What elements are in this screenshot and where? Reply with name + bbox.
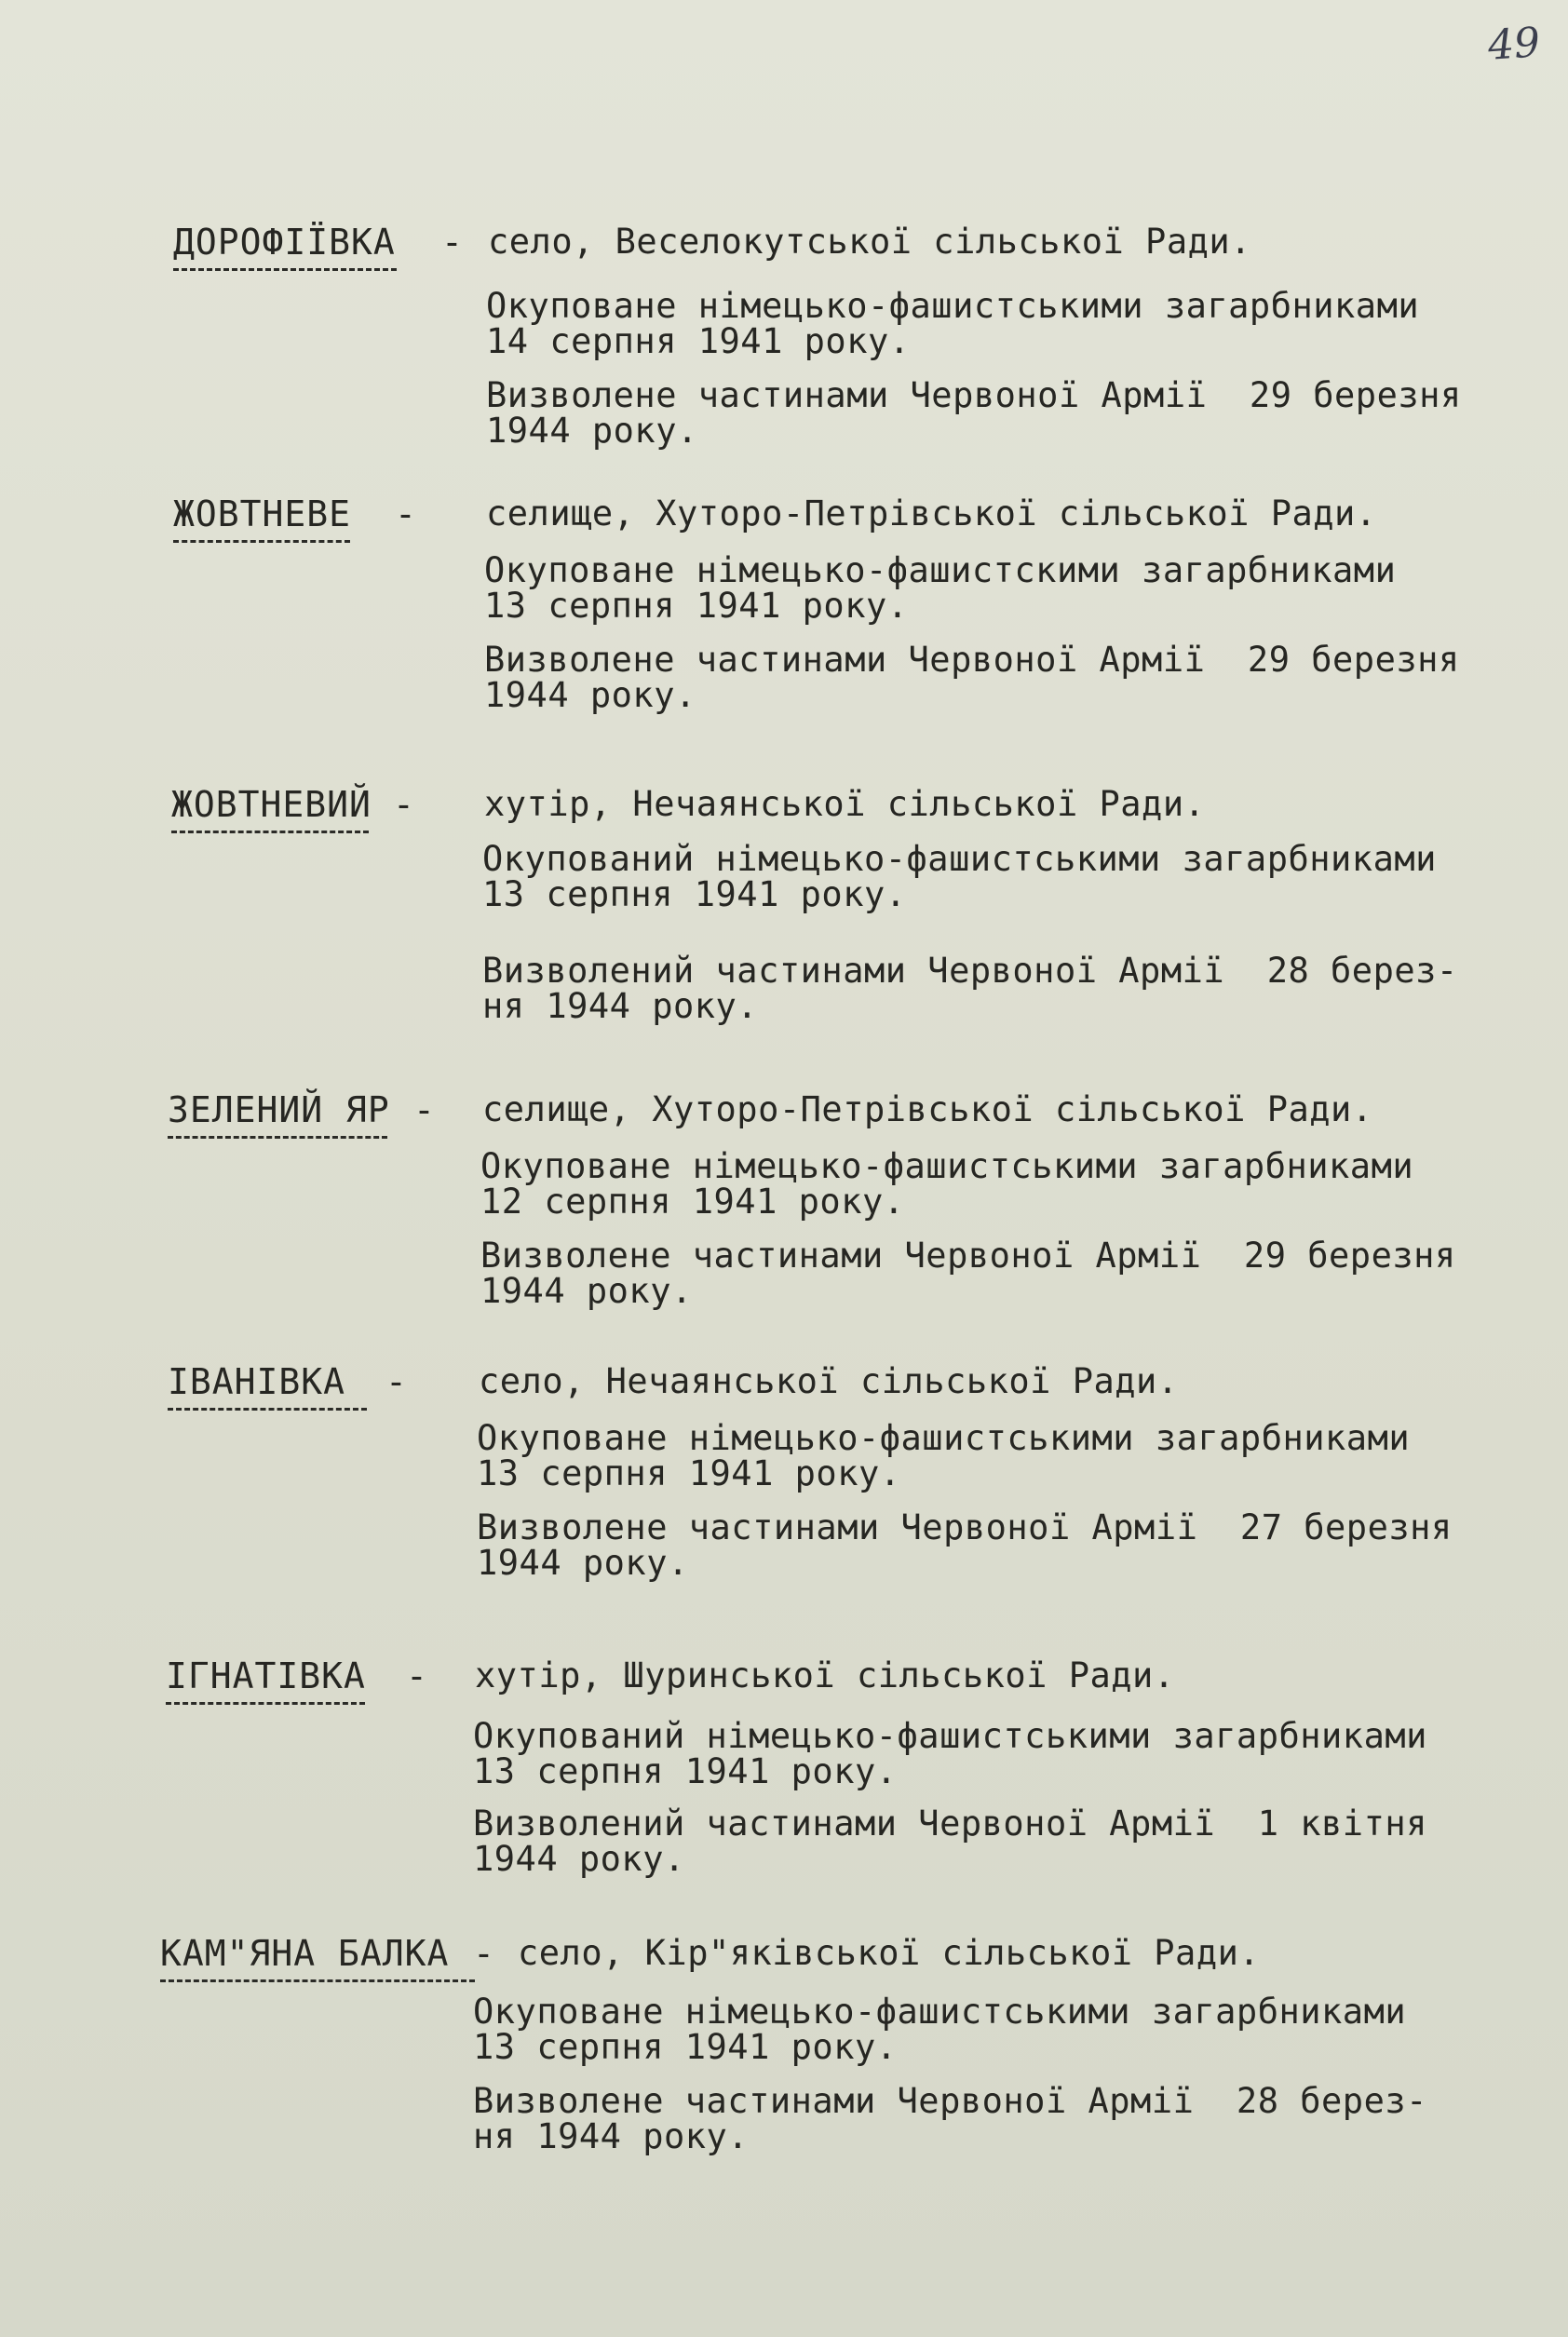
name-dash: - [395,493,416,534]
settlement-description: хутір, Нечаянської сільської Ради. [484,784,1206,824]
liberation-text: Визволене частинами Червоної Армії 27 березня 1944 року. [477,1507,1453,1583]
occupation-text: Окуповане німецько-фашистскими загарбниками 13 серпня 1941 року. [484,550,1397,626]
settlement-description: селище, Хуторо-Петрівської сільської Ради. [482,1089,1373,1129]
settlement-description: хутір, Шуринської сільської Ради. [475,1655,1175,1695]
settlement-description: селище, Хуторо-Петрівської сільської Ради. [486,493,1377,534]
place-name: ЖОВТНЕВЕ [173,493,352,534]
name-underline [173,540,350,543]
place-name: ЗЕЛЕНИЙ ЯР [168,1089,390,1130]
liberation-text: Визволене частинами Червоної Армії 28 берез- ня 1944 року. [473,2081,1427,2156]
liberation-text: Визволене частинами Червоної Армії 29 березня 1944 року. [484,640,1460,715]
name-dash: - [441,222,463,263]
settlement-description: село, Нечаянської сільської Ради. [479,1361,1179,1401]
name-dash: - [473,1933,494,1974]
name-underline [168,1408,367,1411]
occupation-text: Окуповане німецько-фашистськими загарбниками 13 серпня 1941 року. [477,1418,1411,1493]
occupation-text: Окупований німецько-фашистськими загарбниками 13 серпня 1941 року. [473,1716,1427,1791]
name-underline [168,1136,387,1139]
name-underline [160,1979,475,1982]
name-underline [173,268,397,271]
name-dash: - [413,1089,435,1130]
name-underline [166,1702,365,1705]
name-underline [171,831,369,833]
place-name: ІВАНІВКА [168,1361,346,1402]
name-dash: - [385,1361,407,1402]
name-dash: - [406,1655,427,1696]
liberation-text: Визволене частинами Червоної Армії 29 березня 1944 року. [486,375,1462,451]
settlement-description: село, Кір"яківської сільської Ради. [518,1933,1261,1973]
occupation-text: Окуповане німецько-фашистськими загарбниками 13 серпня 1941 року. [473,1992,1407,2067]
name-dash: - [393,784,414,825]
place-name: ДОРОФІЇВКА [173,222,396,263]
place-name: КАМ"ЯНА БАЛКА [160,1933,450,1974]
settlement-description: село, Веселокутської сільської Ради. [488,222,1251,262]
page-number: 49 [1486,19,1542,70]
liberation-text: Визволене частинами Червоної Армії 29 березня 1944 року. [480,1236,1456,1311]
occupation-text: Окупований німецько-фашистськими загарбниками 13 серпня 1941 року. [482,839,1437,914]
place-name: ІГНАТІВКА [166,1655,366,1696]
place-name: ЖОВТНЕВИЙ [171,784,372,825]
liberation-text: Визволений частинами Червоної Армії 1 квітня 1944 року. [473,1803,1427,1879]
liberation-text: Визволений частинами Червоної Армії 28 берез- ня 1944 року. [482,951,1458,1026]
occupation-text: Окуповане німецько-фашистськими загарбниками 14 серпня 1941 року. [486,286,1420,361]
occupation-text: Окуповане німецько-фашистськими загарбниками 12 серпня 1941 року. [480,1146,1414,1222]
